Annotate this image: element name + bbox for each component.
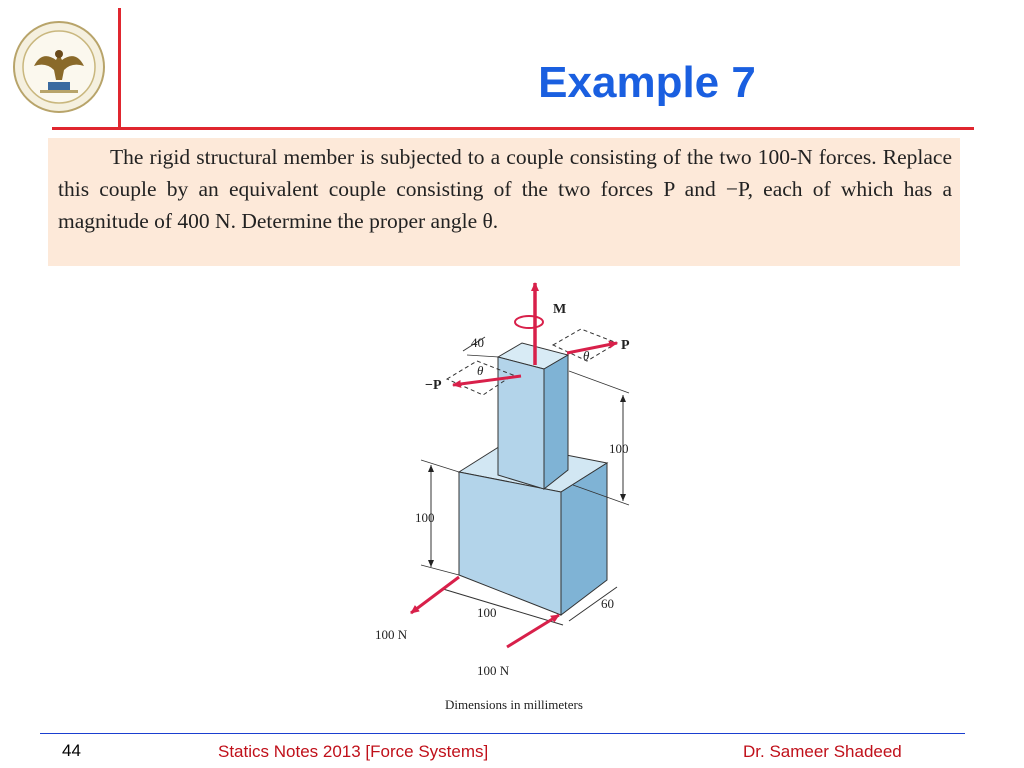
base-block-front: [459, 472, 561, 615]
university-seal-logo: [12, 20, 106, 114]
column-side: [544, 355, 568, 489]
dim-base-depth: 60: [601, 596, 614, 611]
footer-rule: [40, 733, 965, 734]
label-theta-right: θ: [583, 348, 590, 363]
force-left-arrow: [411, 577, 459, 613]
problem-statement: The rigid structural member is subjected to a couple consisting of the two 100-N forces. Replace this couple by an equivalent couple consisting of the two forces P and −P, each of which has a magnitude of 400 N. Determine the proper angle θ.: [48, 138, 960, 266]
label-theta-left: θ: [477, 363, 484, 378]
label-m: M: [553, 302, 567, 317]
figure-caption: Dimensions in millimeters: [445, 697, 583, 712]
label-neg-p: −P: [425, 378, 442, 393]
dim-upper-height: 100: [609, 441, 629, 456]
footer-course-title: Statics Notes 2013 [Force Systems]: [218, 742, 489, 761]
structural-member-figure: [355, 275, 675, 720]
force-right-arrow: [507, 615, 559, 647]
label-p: P: [621, 338, 630, 353]
slide-title: Example 7: [538, 58, 756, 107]
moment-curl: [515, 316, 543, 328]
page-number: 44: [62, 741, 81, 760]
footer-author: Dr. Sameer Shadeed: [743, 742, 902, 761]
dim-base-width: 100: [477, 605, 497, 620]
dim-top-width: 40: [471, 335, 484, 350]
label-force-left: 100 N: [375, 627, 408, 642]
dim-lower-height: 100: [415, 510, 435, 525]
header-horizontal-rule: [52, 127, 974, 130]
label-force-right: 100 N: [477, 663, 510, 678]
